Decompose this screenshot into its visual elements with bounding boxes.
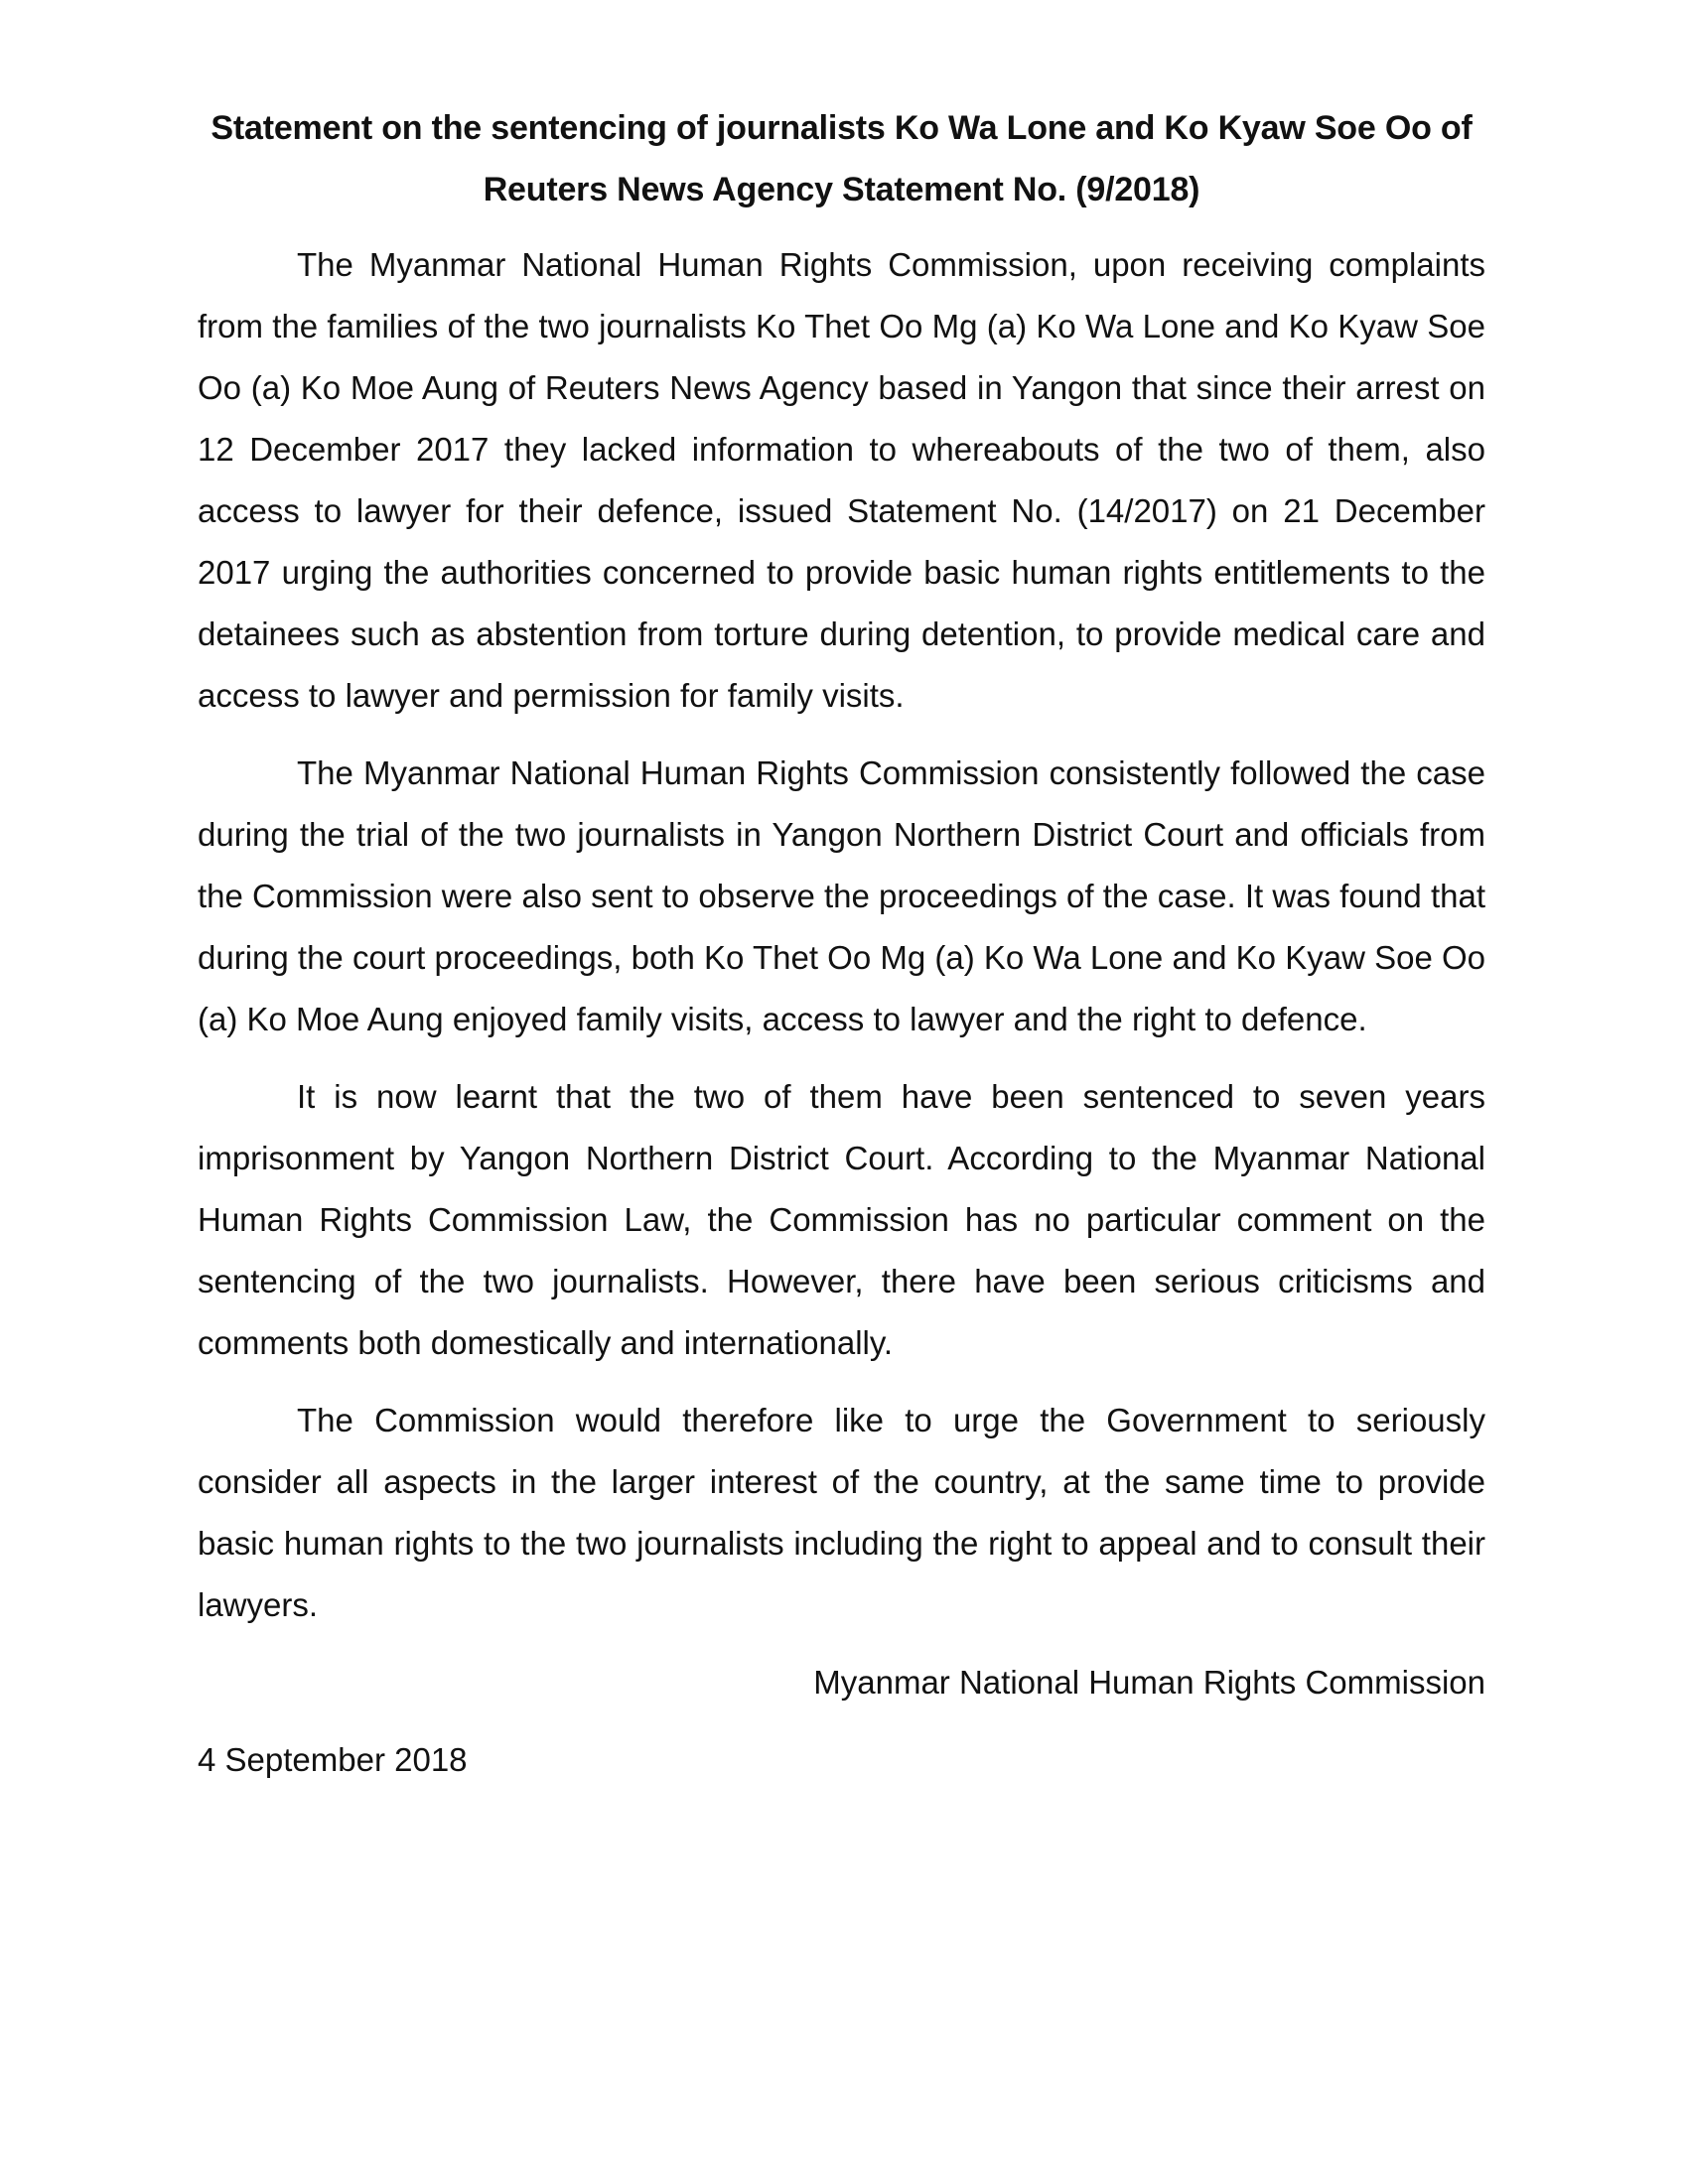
paragraph-4: The Commission would therefore like to urge the Government to seriously consider all aspects in the larger interest of the country, at the same time to provide basic human rights to the two journalists including the right to appeal and to consult their lawyers.	[198, 1402, 1485, 1623]
paragraph-1: The Myanmar National Human Rights Commission, upon receiving complaints from the families of the two journalists Ko Thet Oo Mg (a) Ko Wa Lone and Ko Kyaw Soe Oo (a) Ko Moe Aung of Reuters News Agency based in Yangon that since their arrest on 12 December 2017 they lacked information to whereabouts of the two of them, also access to lawyer for their defence, issued Statement No. (14/2017) on 21 December 2017 urging the authorities concerned to provide basic human rights entitlements to the detainees such as abstention from torture during detention, to provide medical care and access to lawyer and permission for family visits.	[198, 246, 1485, 714]
paragraph-3: It is now learnt that the two of them have been sentenced to seven years imprisonment by Yangon Northern District Court. According to the Myanmar National Human Rights Commission Law, the Commission has no particular comment on the sentencing of the two journalists. However, there have been serious criticisms and comments both domestically and internationally.	[198, 1078, 1485, 1361]
document-title: Statement on the sentencing of journalists Ko Wa Lone and Ko Kyaw Soe Oo of Reuters News Agency Statement No. (9/2018)	[211, 109, 1473, 208]
signature: Myanmar National Human Rights Commission	[813, 1664, 1485, 1701]
document-page	[198, 97, 1485, 1791]
paragraph-2: The Myanmar National Human Rights Commission consistently followed the case during the trial of the two journalists in Yangon Northern District Court and officials from the Commission were also sent to observe the proceedings of the case. It was found that during the court proceedings, both Ko Thet Oo Mg (a) Ko Wa Lone and Ko Kyaw Soe Oo (a) Ko Moe Aung enjoyed family visits, access to lawyer and the right to defence.	[198, 754, 1485, 1037]
statement-date: 4 September 2018	[198, 1741, 468, 1778]
